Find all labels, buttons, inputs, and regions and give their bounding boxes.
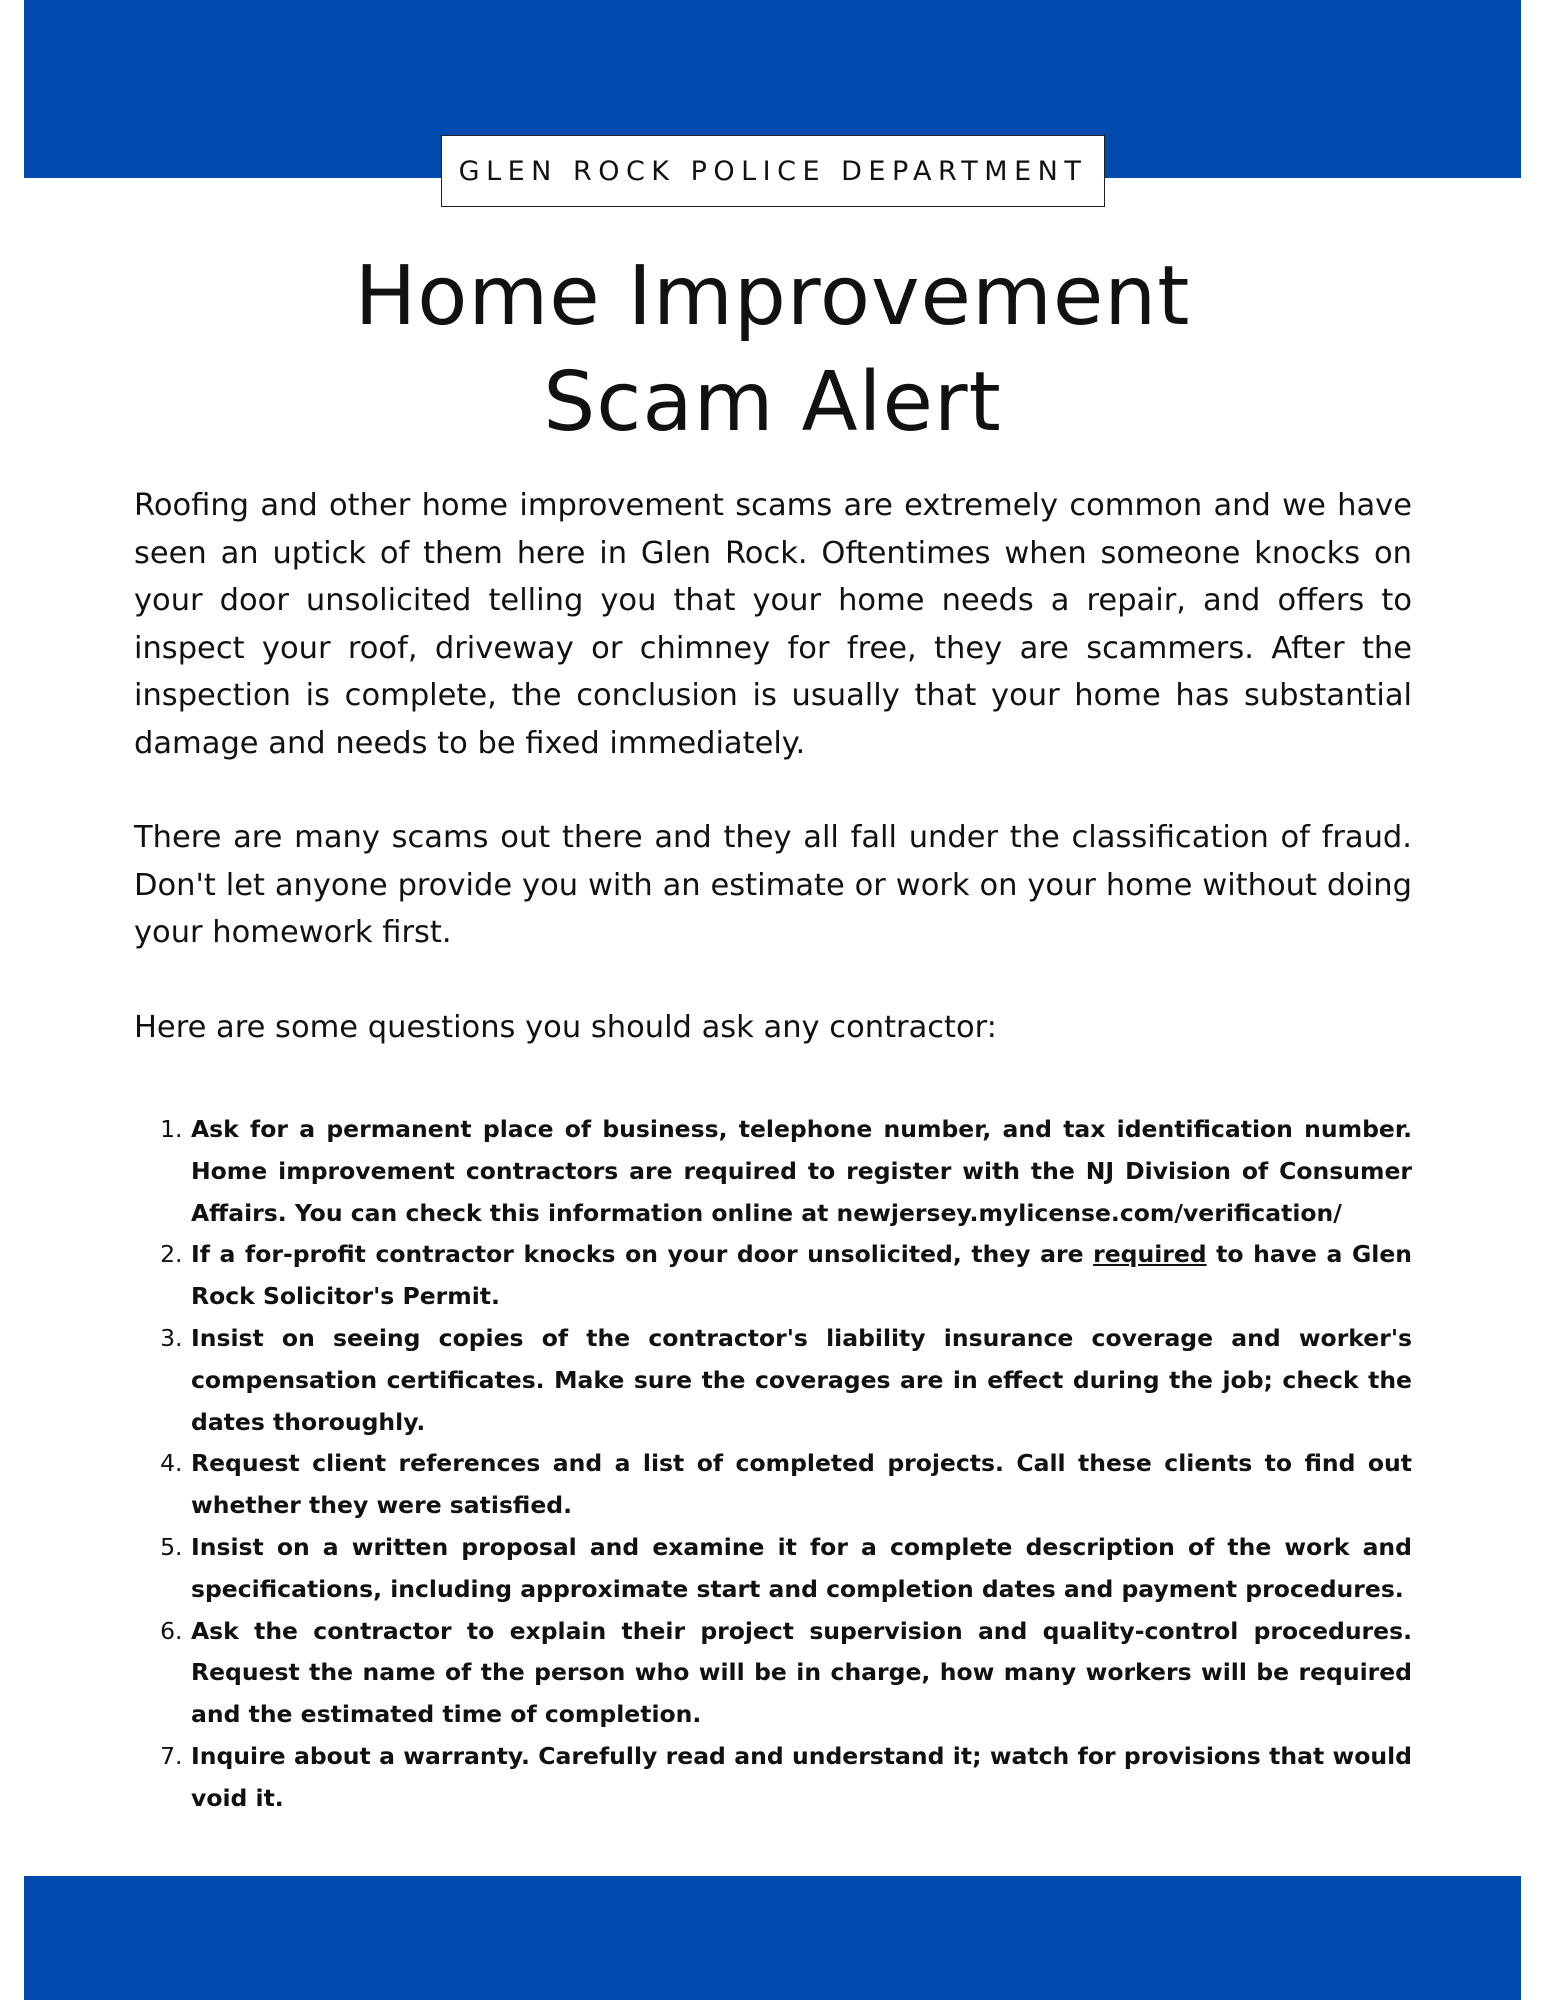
question-emphasis: required: [1093, 1240, 1207, 1269]
contractor-questions-list: [134, 1109, 1412, 1820]
question-item: [190, 1736, 1412, 1820]
page-title: [0, 244, 1545, 456]
title-line-1: Home Improvement: [354, 249, 1191, 344]
fraud-paragraph: There are many scams out there and they all fall under the classification of fraud. Don't let anyone provide you with an estimate or work on your home without doing your homework first.: [134, 820, 1412, 950]
question-item: [190, 1234, 1412, 1318]
question-item: [190, 1443, 1412, 1527]
question-text: Insist on seeing copies of the contractor's liability insurance coverage and worker's compensation certificates. Make sure the coverages are in effect during the job; check the dates thoroughly.: [191, 1323, 1412, 1436]
department-label-box: [441, 135, 1105, 207]
question-text: Insist on a written proposal and examine it for a complete description of the work and specifications, including approximate start and completion dates and payment procedures.: [191, 1532, 1412, 1603]
question-text: Inquire about a warranty. Carefully read and understand it; watch for provisions that would void it.: [191, 1741, 1412, 1812]
title-line-2: Scam Alert: [543, 355, 1002, 450]
question-text-after: to have a Glen Rock Solicitor's Permit.: [191, 1240, 1412, 1311]
intro-paragraph: Roofing and other home improvement scams are extremely common and we have seen an uptick of them here in Glen Rock. Oftentimes when someone knocks on your door unsolicited telling you that your home needs a repair, and offers to inspect your roof, driveway or chimney for free, they are scammers. After the inspection is complete, the conclusion is usually that your home has substantial damage and needs to be fixed immediately.: [134, 488, 1412, 761]
bottom-blue-band: [24, 1876, 1521, 2000]
question-text: Ask for a permanent place of business, telephone number, and tax identification number. Home improvement contractors are required to register with the NJ Division of Consumer Affairs. You can check this information online at newjersey.mylicense.com/verification/: [191, 1115, 1412, 1227]
question-item: [190, 1318, 1412, 1443]
question-item: [190, 1109, 1412, 1234]
question-text: Ask the contractor to explain their project supervision and quality-control procedures. Request the name of the person who will be in charge, how many workers will be required and the estimated time of completion.: [191, 1616, 1412, 1729]
question-text: Request client references and a list of completed projects. Call these clients to find out whether they were satisfied.: [191, 1449, 1412, 1520]
question-text-before: If a for-profit contractor knocks on your door unsolicited, they are: [191, 1240, 1094, 1269]
department-name: GLEN ROCK POLICE DEPARTMENT: [458, 155, 1088, 187]
question-item: [190, 1611, 1412, 1736]
body-content: [134, 482, 1412, 1820]
questions-lead-in: Here are some questions you should ask any contractor:: [134, 1009, 997, 1045]
question-item: [190, 1527, 1412, 1611]
